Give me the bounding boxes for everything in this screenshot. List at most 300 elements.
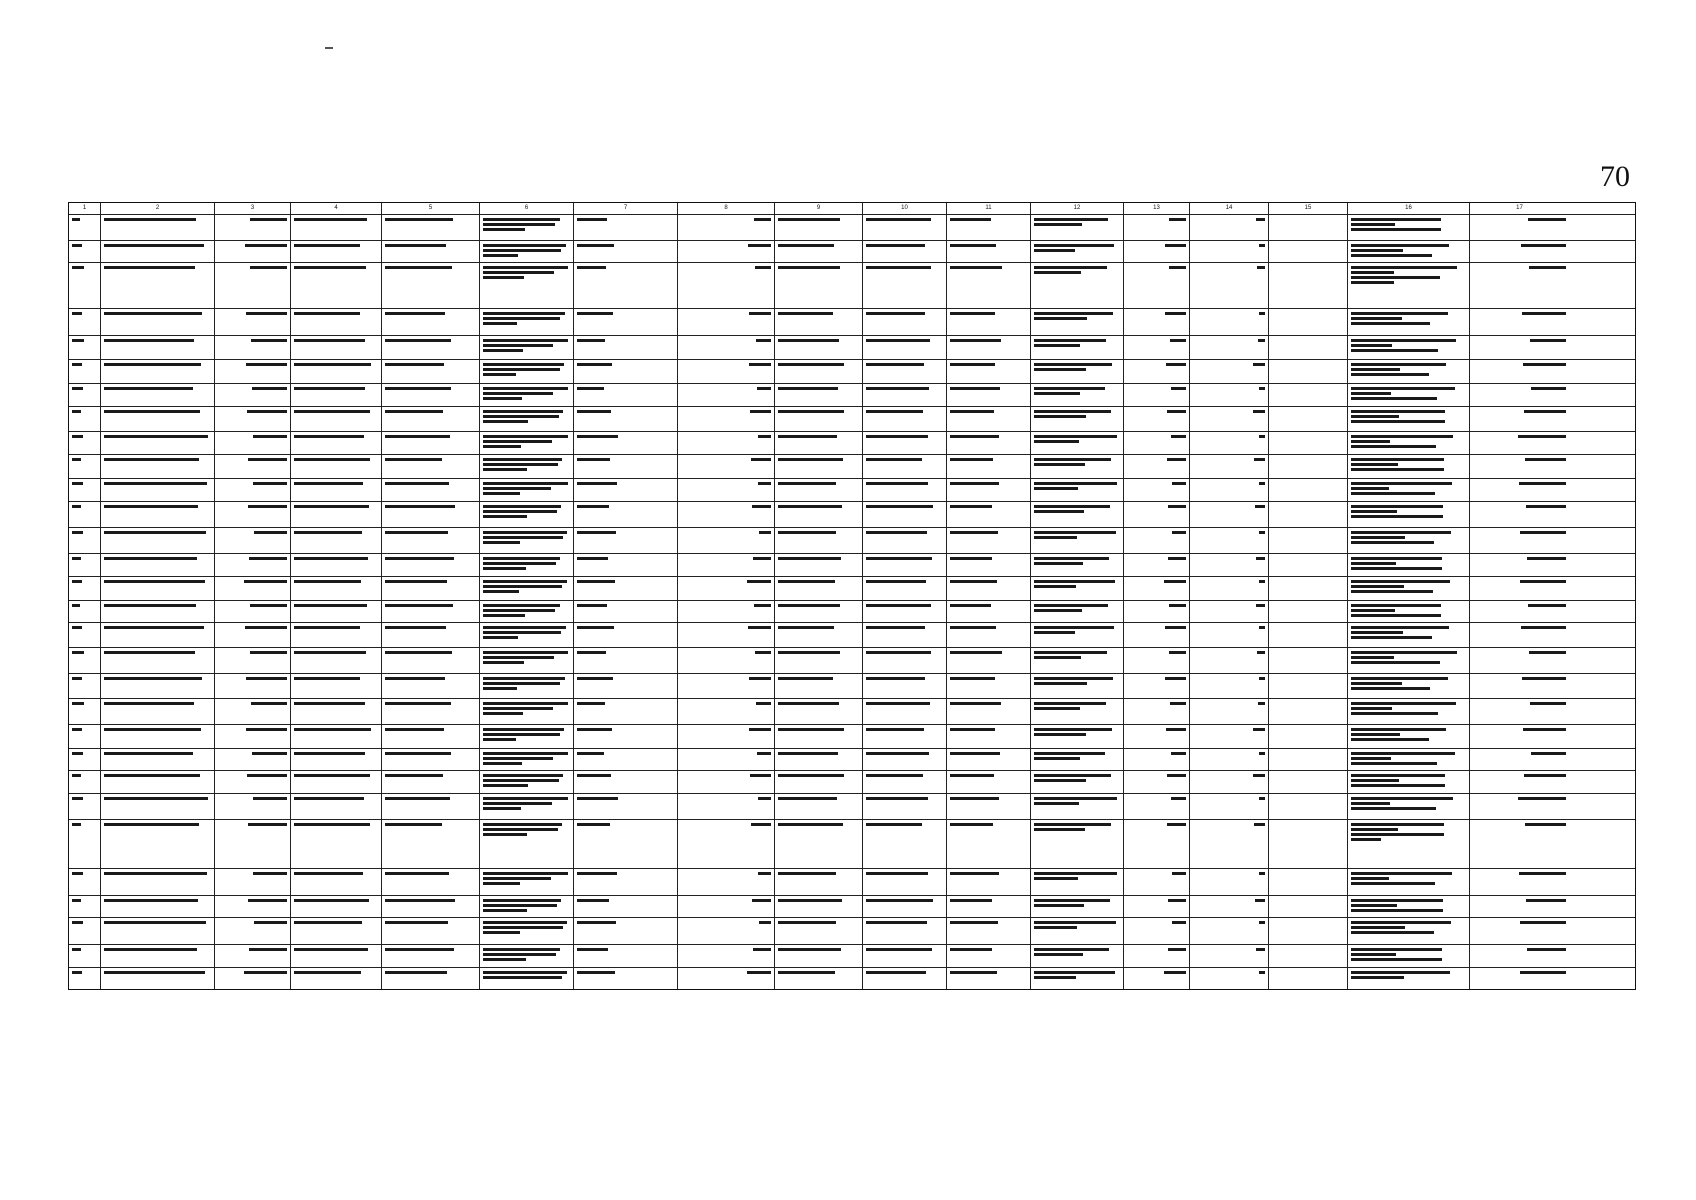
illegible-text [294, 677, 360, 680]
illegible-text [1351, 802, 1390, 805]
table-cell [291, 945, 382, 967]
table-cell [69, 771, 101, 793]
table-cell [574, 502, 678, 527]
illegible-text [866, 702, 930, 705]
illegible-text [104, 752, 193, 755]
illegible-text [866, 312, 925, 315]
scan-mark [325, 47, 333, 49]
table-cell [1124, 699, 1190, 724]
illegible-text [1351, 590, 1433, 593]
illegible-text [294, 651, 366, 654]
illegible-text [104, 797, 208, 800]
table-cell [215, 699, 291, 724]
illegible-text [577, 677, 613, 680]
illegible-text [950, 482, 999, 485]
illegible-text [483, 349, 523, 352]
illegible-text [1351, 838, 1381, 841]
table-cell [215, 384, 291, 406]
illegible-text [72, 557, 81, 560]
table-cell [1269, 623, 1348, 647]
illegible-text [254, 531, 287, 534]
illegible-text [483, 651, 568, 654]
illegible-text [72, 531, 83, 534]
illegible-text [1169, 651, 1186, 654]
illegible-text [1172, 921, 1186, 924]
illegible-text [1531, 752, 1566, 755]
illegible-text [1034, 823, 1111, 826]
illegible-text [72, 971, 82, 974]
table-cell [1190, 623, 1269, 647]
table-cell [863, 896, 947, 917]
table-cell [775, 918, 863, 944]
illegible-text [1351, 882, 1435, 885]
table-cell [480, 725, 574, 748]
illegible-text [950, 797, 999, 800]
illegible-text [1034, 948, 1109, 951]
table-cell [1031, 528, 1124, 553]
illegible-text [72, 651, 84, 654]
illegible-text [1171, 435, 1186, 438]
table-cell [775, 479, 863, 501]
table-cell [775, 623, 863, 647]
table-cell [1348, 945, 1470, 967]
illegible-text [483, 733, 560, 736]
table-row [69, 674, 1635, 699]
table-cell [678, 577, 775, 600]
table-cell [1190, 725, 1269, 748]
illegible-text [1034, 872, 1117, 875]
illegible-text [577, 505, 609, 508]
illegible-text [1034, 510, 1084, 513]
table-row [69, 648, 1635, 674]
illegible-text [1351, 931, 1434, 934]
illegible-text [483, 931, 520, 934]
illegible-text [577, 651, 606, 654]
illegible-text [778, 728, 844, 731]
table-cell [678, 918, 775, 944]
table-cell [215, 771, 291, 793]
table-cell [947, 674, 1031, 698]
table-cell [574, 528, 678, 553]
table-cell [382, 699, 480, 724]
illegible-text [1034, 368, 1086, 371]
illegible-text [1168, 505, 1186, 508]
table-cell [947, 384, 1031, 406]
table-cell [215, 725, 291, 748]
table-cell [1190, 749, 1269, 770]
illegible-text [866, 872, 928, 875]
illegible-text [1351, 410, 1445, 413]
illegible-text [1351, 626, 1449, 629]
table-row [69, 479, 1635, 502]
illegible-text [385, 531, 448, 534]
illegible-text [1253, 728, 1265, 731]
illegible-text [1351, 541, 1434, 544]
table-cell [863, 601, 947, 622]
illegible-text [866, 651, 931, 654]
illegible-text [950, 339, 1001, 342]
illegible-text [385, 651, 452, 654]
table-cell [1348, 794, 1470, 819]
table-cell [382, 432, 480, 454]
table-cell [480, 554, 574, 576]
illegible-text [1034, 218, 1108, 221]
illegible-text [577, 363, 612, 366]
illegible-text [1171, 797, 1186, 800]
illegible-text [385, 702, 451, 705]
table-cell [1348, 554, 1470, 576]
table-cell [775, 528, 863, 553]
illegible-text [245, 626, 287, 629]
illegible-text [577, 797, 618, 800]
illegible-text [1351, 712, 1438, 715]
illegible-text [483, 435, 568, 438]
table-cell [1190, 699, 1269, 724]
table-cell [1190, 577, 1269, 600]
illegible-text [1351, 228, 1441, 231]
illegible-text [1170, 702, 1186, 705]
table-cell [1124, 577, 1190, 600]
illegible-text [483, 752, 568, 755]
table-cell [863, 648, 947, 673]
illegible-text [294, 557, 368, 560]
column-header: 13 [1124, 203, 1190, 214]
illegible-text [1351, 562, 1396, 565]
illegible-text [866, 971, 926, 974]
table-cell [1031, 945, 1124, 967]
illegible-text [483, 249, 561, 252]
table-cell [1190, 554, 1269, 576]
illegible-text [1351, 266, 1457, 269]
table-cell [382, 945, 480, 967]
table-cell [382, 554, 480, 576]
table-cell [678, 648, 775, 673]
table-cell [291, 820, 382, 868]
table-cell [291, 502, 382, 527]
illegible-text [1351, 631, 1403, 634]
table-cell [947, 263, 1031, 308]
illegible-text [72, 728, 82, 731]
table-cell [69, 407, 101, 431]
illegible-text [753, 948, 771, 951]
illegible-text [483, 823, 562, 826]
table-cell [775, 241, 863, 262]
illegible-text [294, 387, 365, 390]
table-cell [101, 699, 215, 724]
table-cell [574, 215, 678, 240]
table-cell [1470, 918, 1569, 944]
table-cell [215, 502, 291, 527]
illegible-text [253, 872, 287, 875]
table-cell [1190, 601, 1269, 622]
illegible-text [577, 774, 611, 777]
table-cell [1031, 309, 1124, 335]
table-row [69, 968, 1635, 989]
illegible-text [483, 505, 561, 508]
illegible-text [950, 458, 993, 461]
illegible-text [483, 482, 568, 485]
table-cell [1031, 896, 1124, 917]
illegible-text [294, 482, 363, 485]
table-cell [1470, 601, 1569, 622]
table-cell [775, 263, 863, 308]
table-cell [215, 945, 291, 967]
table-cell [1190, 241, 1269, 262]
table-cell [863, 263, 947, 308]
table-cell [678, 869, 775, 895]
illegible-text [104, 948, 197, 951]
table-cell [1348, 241, 1470, 262]
illegible-text [1351, 536, 1405, 539]
illegible-text [577, 410, 611, 413]
illegible-text [866, 482, 928, 485]
table-cell [1348, 820, 1470, 868]
illegible-text [483, 228, 525, 231]
table-cell [1031, 479, 1124, 501]
table-cell [291, 771, 382, 793]
table-cell [291, 384, 382, 406]
illegible-text [483, 631, 561, 634]
table-cell [1348, 309, 1470, 335]
table-cell [291, 360, 382, 383]
illegible-text [1351, 368, 1400, 371]
table-header-row [69, 203, 1635, 215]
illegible-text [1521, 626, 1566, 629]
table-cell [480, 384, 574, 406]
column-header: 8 [678, 203, 775, 214]
table-cell [863, 749, 947, 770]
illegible-text [1167, 410, 1186, 413]
illegible-text [249, 948, 287, 951]
illegible-text [577, 971, 615, 974]
illegible-text [749, 728, 771, 731]
illegible-text [1531, 387, 1566, 390]
illegible-text [483, 712, 523, 715]
illegible-text [752, 899, 771, 902]
illegible-text [483, 904, 557, 907]
table-cell [69, 623, 101, 647]
table-cell [215, 407, 291, 431]
illegible-text [866, 218, 931, 221]
table-cell [574, 896, 678, 917]
illegible-text [1351, 445, 1436, 448]
table-cell [1031, 432, 1124, 454]
illegible-text [1169, 604, 1186, 607]
table-cell [1348, 918, 1470, 944]
table-cell [69, 241, 101, 262]
table-cell [1124, 502, 1190, 527]
illegible-text [577, 387, 604, 390]
illegible-text [385, 482, 449, 485]
table-cell [1031, 360, 1124, 383]
illegible-text [104, 580, 205, 583]
illegible-text [1034, 505, 1110, 508]
table-cell [947, 869, 1031, 895]
table-cell [863, 918, 947, 944]
illegible-text [1034, 531, 1116, 534]
illegible-text [1172, 872, 1186, 875]
table-row [69, 309, 1635, 336]
illegible-text [1351, 656, 1394, 659]
table-cell [1348, 360, 1470, 383]
table-cell [101, 502, 215, 527]
illegible-text [1256, 604, 1265, 607]
illegible-text [1527, 557, 1566, 560]
illegible-text [577, 752, 604, 755]
illegible-text [1518, 435, 1566, 438]
table-cell [574, 945, 678, 967]
table-row [69, 336, 1635, 360]
table-row [69, 407, 1635, 432]
table-cell [947, 309, 1031, 335]
table-cell [1124, 407, 1190, 431]
illegible-text [1530, 339, 1566, 342]
table-cell [101, 896, 215, 917]
table-cell [1269, 699, 1348, 724]
table-cell [1190, 794, 1269, 819]
illegible-text [577, 218, 607, 221]
illegible-text [1034, 392, 1080, 395]
table-cell [947, 945, 1031, 967]
illegible-text [1524, 774, 1566, 777]
illegible-text [1351, 976, 1404, 979]
illegible-text [253, 482, 287, 485]
illegible-text [385, 458, 442, 461]
table-cell [1124, 674, 1190, 698]
illegible-text [1259, 797, 1265, 800]
table-cell [574, 241, 678, 262]
illegible-text [1519, 482, 1566, 485]
illegible-text [483, 322, 517, 325]
table-cell [1348, 771, 1470, 793]
table-cell [215, 241, 291, 262]
illegible-text [577, 702, 605, 705]
illegible-text [250, 604, 287, 607]
illegible-text [1034, 223, 1082, 226]
illegible-text [385, 218, 453, 221]
table-cell [1031, 699, 1124, 724]
illegible-text [866, 387, 929, 390]
illegible-text [1351, 349, 1438, 352]
illegible-text [757, 387, 771, 390]
illegible-text [1034, 682, 1087, 685]
illegible-text [950, 872, 999, 875]
illegible-text [104, 266, 195, 269]
table-row [69, 360, 1635, 384]
table-cell [382, 309, 480, 335]
illegible-text [483, 636, 518, 639]
illegible-text [483, 585, 562, 588]
illegible-text [1351, 468, 1444, 471]
table-cell [101, 263, 215, 308]
table-cell [291, 896, 382, 917]
illegible-text [751, 458, 771, 461]
table-cell [1348, 749, 1470, 770]
illegible-text [483, 882, 520, 885]
illegible-text [483, 926, 563, 929]
table-cell [1190, 869, 1269, 895]
illegible-text [294, 774, 370, 777]
illegible-text [385, 677, 445, 680]
illegible-text [1522, 677, 1566, 680]
table-cell [574, 263, 678, 308]
table-cell [1348, 336, 1470, 359]
table-cell [574, 771, 678, 793]
table-cell [775, 945, 863, 967]
illegible-text [483, 271, 554, 274]
table-cell [678, 407, 775, 431]
table-cell [215, 968, 291, 989]
table-cell [1470, 309, 1569, 335]
illegible-text [756, 339, 771, 342]
table-cell [947, 794, 1031, 819]
table-cell [1031, 794, 1124, 819]
illegible-text [1529, 651, 1566, 654]
illegible-text [72, 823, 81, 826]
table-cell [947, 455, 1031, 478]
table-row [69, 432, 1635, 455]
table-cell [574, 749, 678, 770]
table-cell [291, 749, 382, 770]
table-cell [101, 623, 215, 647]
illegible-text [483, 397, 522, 400]
illegible-text [483, 344, 553, 347]
illegible-text [1034, 580, 1115, 583]
table-cell [1470, 869, 1569, 895]
illegible-text [104, 702, 194, 705]
illegible-text [778, 752, 838, 755]
illegible-text [253, 797, 288, 800]
table-cell [1031, 623, 1124, 647]
table-cell [1031, 554, 1124, 576]
table-cell [1269, 674, 1348, 698]
table-cell [775, 869, 863, 895]
table-cell [1124, 432, 1190, 454]
table-cell [863, 336, 947, 359]
table-cell [382, 601, 480, 622]
illegible-text [72, 797, 83, 800]
illegible-text [483, 254, 518, 257]
illegible-text [254, 921, 287, 924]
table-cell [678, 455, 775, 478]
illegible-text [778, 797, 837, 800]
illegible-text [577, 482, 617, 485]
table-cell [1031, 407, 1124, 431]
column-header: 9 [775, 203, 863, 214]
table-cell [480, 869, 574, 895]
table-cell [1124, 820, 1190, 868]
illegible-text [294, 899, 369, 902]
table-cell [291, 968, 382, 989]
illegible-text [483, 609, 555, 612]
illegible-text [1259, 435, 1265, 438]
illegible-text [778, 971, 835, 974]
table-cell [863, 360, 947, 383]
table-cell [382, 869, 480, 895]
illegible-text [248, 823, 287, 826]
table-cell [1470, 336, 1569, 359]
table-cell [1031, 215, 1124, 240]
illegible-text [950, 752, 1000, 755]
table-cell [775, 215, 863, 240]
table-cell [215, 674, 291, 698]
illegible-text [1351, 531, 1451, 534]
illegible-text [483, 677, 565, 680]
table-cell [863, 528, 947, 553]
illegible-text [778, 677, 833, 680]
table-cell [678, 384, 775, 406]
illegible-text [483, 899, 561, 902]
